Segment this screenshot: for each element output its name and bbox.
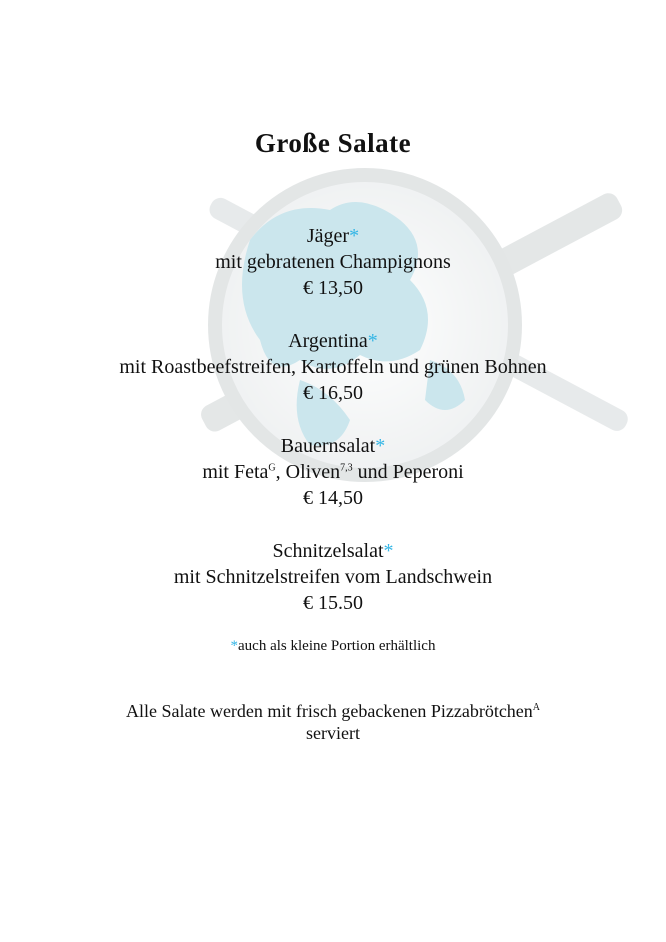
page-title: Große Salate xyxy=(254,128,412,158)
dish-price: € 16,50 xyxy=(303,382,363,404)
star-marker: * xyxy=(230,638,239,654)
dish-name: Bauernsalat xyxy=(280,435,376,457)
dish-name-line xyxy=(0,433,666,459)
dish-description: mit gebratenen Champignons xyxy=(215,251,451,273)
dish-name-line xyxy=(0,223,666,249)
allergen-sup-oliven: 7,3 xyxy=(340,462,353,474)
footer-note xyxy=(0,700,666,744)
description-prefix: mit Feta xyxy=(202,461,269,483)
footer-line-2: serviert xyxy=(306,723,360,743)
small-portion-note xyxy=(0,636,666,656)
star-marker: * xyxy=(349,225,360,247)
dish-name: Argentina xyxy=(288,330,368,352)
dish-bauernsalat xyxy=(0,433,666,511)
star-marker: * xyxy=(367,330,378,352)
description-suffix: und Peperoni xyxy=(352,461,464,483)
dish-name: Jäger xyxy=(306,225,350,247)
dish-jaeger xyxy=(0,223,666,301)
dish-name-line xyxy=(0,538,666,564)
footer-line-1-text: Alle Salate werden mit frisch gebackenen Pizzabrötchen xyxy=(125,701,533,721)
dish-price: € 15.50 xyxy=(303,592,363,614)
note-text: auch als kleine Portion erhältlich xyxy=(238,638,436,654)
star-marker: * xyxy=(375,435,386,457)
footer-line-1 xyxy=(0,700,666,722)
dish-price: € 14,50 xyxy=(303,487,363,509)
description-middle: , Oliven xyxy=(275,461,341,483)
allergen-sup-feta: G xyxy=(268,462,276,474)
dish-name: Schnitzelsalat xyxy=(272,540,384,562)
dish-price: € 13,50 xyxy=(303,277,363,299)
allergen-sup-pizzabroetchen: A xyxy=(532,702,541,713)
salad-menu xyxy=(0,223,666,643)
dish-description xyxy=(0,459,666,485)
dish-description: mit Roastbeefstreifen, Kartoffeln und grünen Bohnen xyxy=(119,356,547,378)
star-marker: * xyxy=(383,540,394,562)
dish-description: mit Schnitzelstreifen vom Landschwein xyxy=(173,566,493,588)
dish-argentina xyxy=(0,328,666,406)
dish-schnitzelsalat xyxy=(0,538,666,616)
dish-name-line xyxy=(0,328,666,354)
